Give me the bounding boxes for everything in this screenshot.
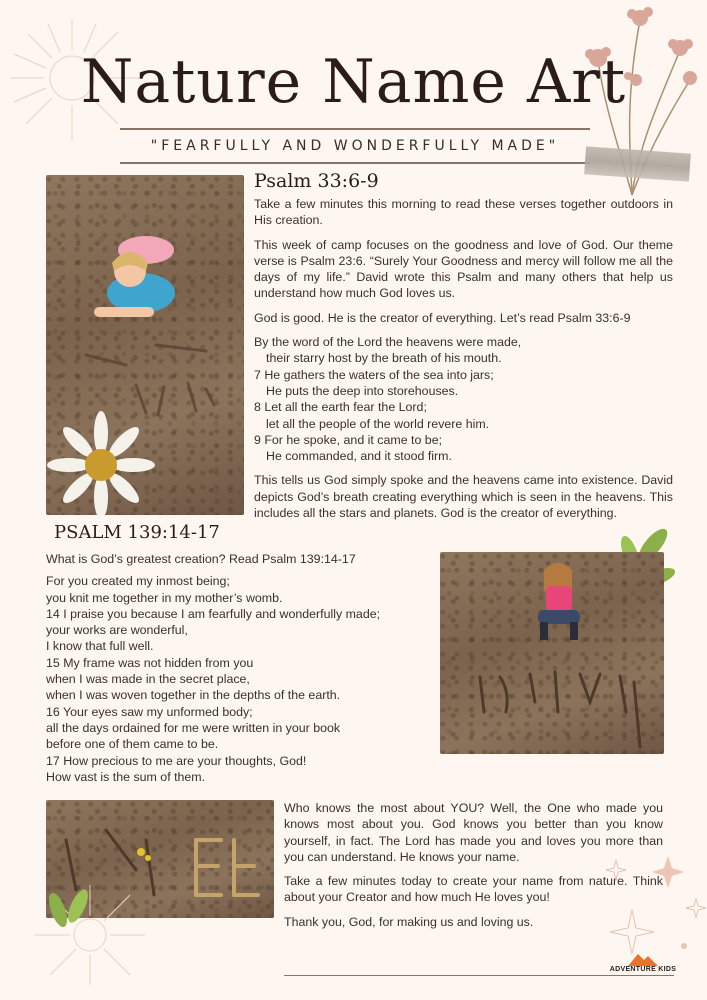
verse-line: 8 Let all the earth fear the Lord; bbox=[254, 400, 427, 415]
verse-line: I know that full well. bbox=[46, 639, 154, 654]
photo-girl-crouching bbox=[440, 552, 664, 754]
adventure-kids-logo: ADVENTURE KIDS bbox=[609, 966, 677, 973]
verse-line: when I was made in the secret place, bbox=[46, 672, 250, 687]
verse-line: their starry host by the breath of his mouth. bbox=[266, 351, 502, 366]
verse-line: How vast is the sum of them. bbox=[46, 769, 206, 784]
page-subtitle: "FEARFULLY AND WONDERFULLY MADE" bbox=[150, 138, 560, 154]
verse-line: 17 How precious to me are your thoughts, God! bbox=[46, 753, 307, 768]
verse-line: He commanded, and it stood firm. bbox=[266, 449, 452, 464]
psalm-33-section bbox=[254, 196, 673, 529]
title-divider bbox=[120, 128, 590, 130]
verse-line: 7 He gathers the waters of the sea into jars; bbox=[254, 367, 494, 382]
adventure-kids-logo-icon bbox=[628, 952, 658, 966]
verse-line: For you created my inmost being; bbox=[46, 574, 230, 589]
psalm-139-heading: PSALM 139:14-17 bbox=[54, 522, 220, 543]
closing-paragraph: This tells us God simply spoke and the heavens came into existence. David depicts God’s breath creating everything which is seen in the heavens. This includes all the stars and planets. God is the creator of everything. bbox=[254, 473, 673, 521]
photo-illustration bbox=[46, 175, 244, 515]
verse-line: 14 I praise you because I am fearfully and wonderfully made; bbox=[46, 606, 381, 621]
verse-line: 9 For he spoke, and it came to be; bbox=[254, 432, 443, 447]
verse-line: 16 Your eyes saw my unformed body; bbox=[46, 704, 253, 719]
thank-you-paragraph: Thank you, God, for making us and loving us. bbox=[284, 914, 534, 929]
verse-line: before one of them came to be. bbox=[46, 737, 219, 752]
verse-line: 15 My frame was not hidden from you bbox=[46, 655, 254, 670]
sparkle-decoration bbox=[596, 850, 707, 1000]
who-knows-paragraph: Who knows the most about YOU? Well, the One who made you knows most about you. God knows you better than you know yourself, in fact. The Lord has made you and loves you more than you can understand. He knows your name. bbox=[284, 801, 663, 864]
verse-line: By the word of the Lord the heavens were made, bbox=[254, 335, 522, 350]
psalm-33-heading: Psalm 33:6-9 bbox=[254, 170, 379, 192]
psalm-33-verses bbox=[254, 334, 673, 464]
verse-line: let all the people of the world revere him. bbox=[266, 416, 490, 431]
verse-line: you knit me together in my mother’s womb. bbox=[46, 590, 283, 605]
activity-paragraph: Take a few minutes today to create your name from nature. Think about your Creator and how much He loves you! bbox=[284, 874, 663, 905]
photo-girl-lying bbox=[46, 175, 244, 515]
theme-paragraph: This week of camp focuses on the goodness and love of God. Our theme verse is Psalm 23:6. “Surely Your Goodness and mercy will follow me all the days of my life.” David wrote this Psalm and many others that help us understand how much God loves us. bbox=[254, 237, 673, 301]
photo-illustration bbox=[440, 552, 664, 754]
god-is-good-paragraph: God is good. He is the creator of everything. Let’s read Psalm 33:6-9 bbox=[254, 310, 631, 325]
intro-paragraph: Take a few minutes this morning to read these verses together outdoors in His creation. bbox=[254, 197, 673, 228]
subtitle-divider bbox=[120, 162, 590, 164]
leaf-decoration bbox=[40, 880, 100, 940]
verse-line: all the days ordained for me were written in your book bbox=[46, 720, 341, 735]
psalm-139-section bbox=[46, 551, 436, 785]
verse-line: He puts the deep into storehouses. bbox=[266, 383, 459, 398]
verse-line: when I was woven together in the depths of the earth. bbox=[46, 688, 341, 703]
page-title: Nature Name Art bbox=[80, 47, 627, 117]
verse-line: your works are wonderful, bbox=[46, 623, 188, 638]
footer-divider bbox=[284, 975, 674, 976]
psalm-139-question: What is God’s greatest creation? Read Psalm 139:14-17 bbox=[46, 552, 356, 566]
